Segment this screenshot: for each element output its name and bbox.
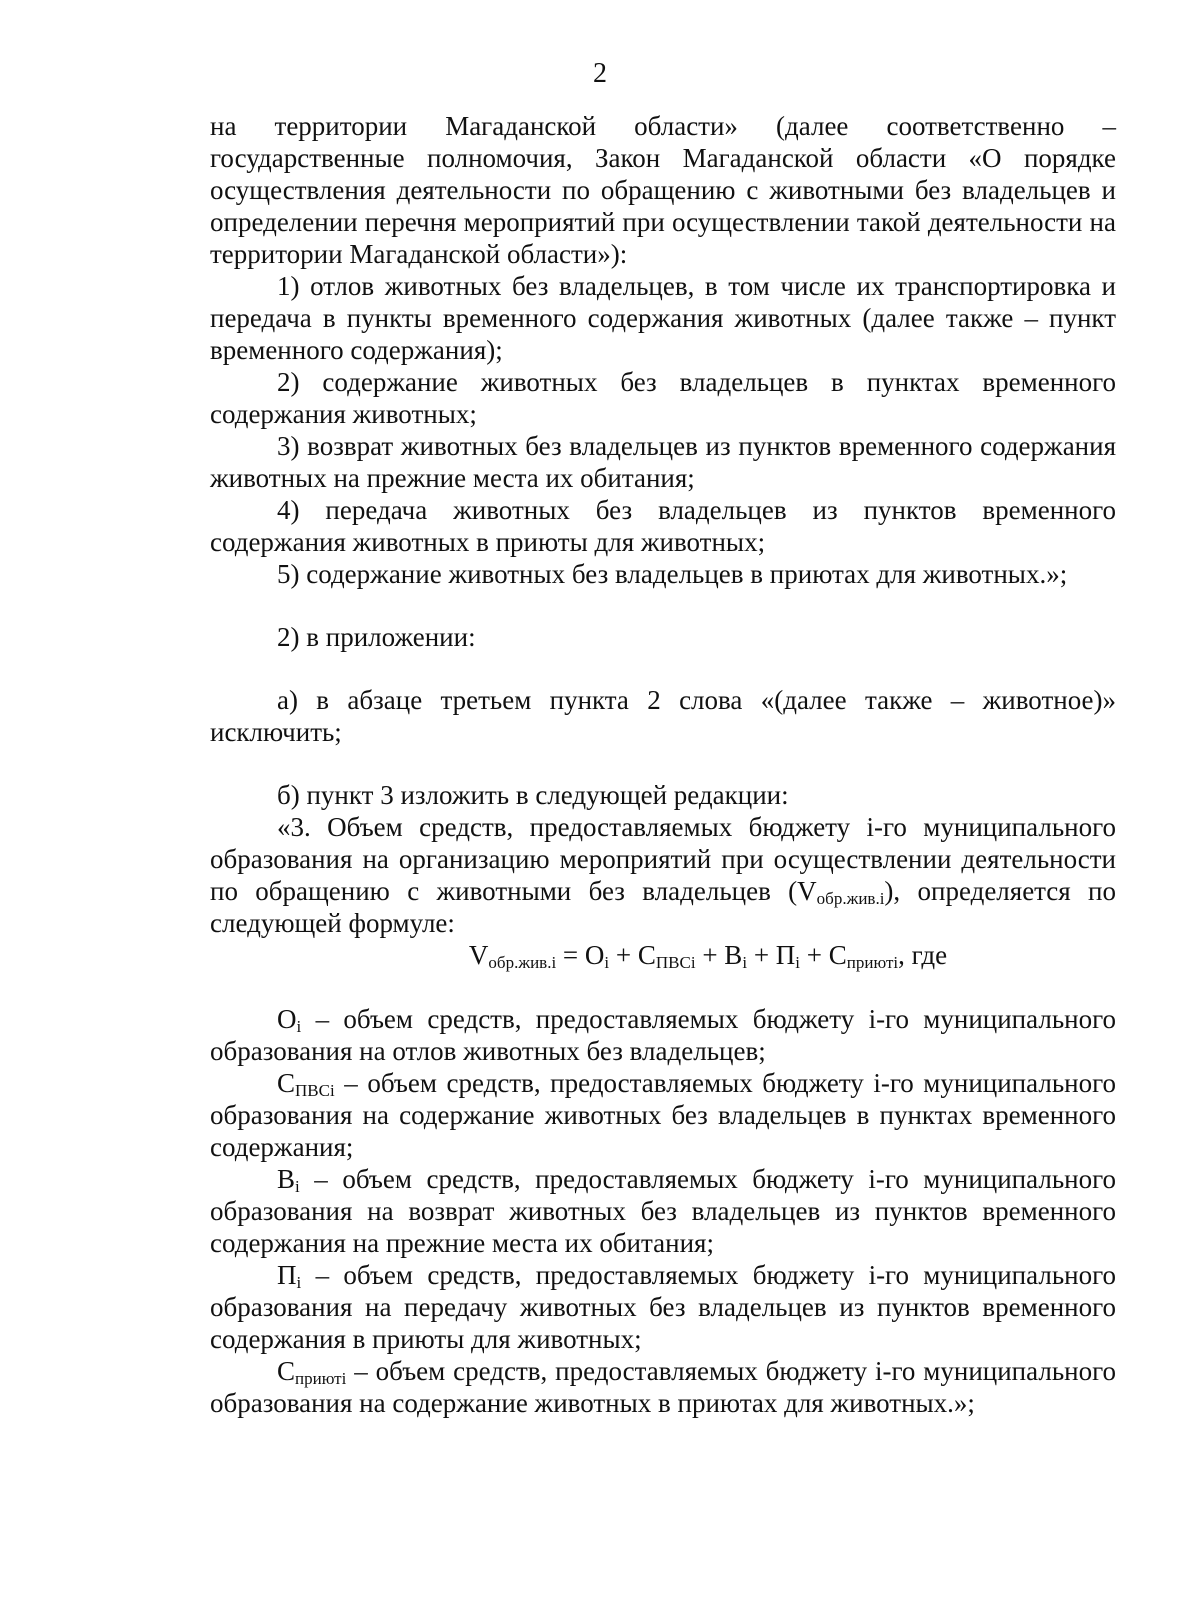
def-c-text: – объем средств, предоставляемых бюджету i-го муниципального образования на содержание животных без владельцев в пунктах временного содержания;	[210, 1068, 1116, 1162]
def-cp-text: – объем средств, предоставляемых бюджету i-го муниципального образования на содержание животных в приютах для животных.»;	[210, 1356, 1116, 1418]
formula-cp-sub: приютi	[846, 953, 899, 972]
formula-c: + C	[609, 940, 656, 970]
formula-p: + П	[747, 940, 796, 970]
def-b-text: – объем средств, предоставляемых бюджету i-го муниципального образования на возврат животных без владельцев из пунктов временного содержания на прежние места их обитания;	[210, 1164, 1116, 1258]
def-o-sub: i	[296, 1017, 302, 1036]
def-b-sub: i	[295, 1177, 300, 1196]
def-b-symbol: B	[277, 1164, 296, 1194]
intro-paragraph: на территории Магаданской области» (далее соответственно – государственные полномочия, Закон Магаданской области «О порядке осуществления деятельности по обращению с животными без владельцев и определении перечня мероприятий при осуществлении такой деятельности на территории Магаданской области»):	[210, 111, 1116, 269]
formula-cp: + C	[800, 940, 847, 970]
formula-c-sub: ПВСi	[655, 953, 696, 972]
formula-o-sub: i	[604, 953, 610, 972]
definition-b	[210, 1163, 1116, 1259]
formula-tail: , где	[898, 940, 948, 970]
definition-o	[210, 1003, 1116, 1067]
point-3-paragraph	[210, 811, 1116, 939]
page-number: 2	[593, 58, 607, 89]
def-c-sub: ПВСi	[295, 1081, 335, 1100]
formula-b-sub: i	[742, 953, 748, 972]
list-item-3: 3) возврат животных без владельцев из пунктов временного содержания животных на прежние места их обитания;	[210, 431, 1116, 493]
def-c-symbol: C	[277, 1068, 296, 1098]
list-item-5: 5) содержание животных без владельцев в приютах для животных.»;	[277, 559, 1068, 589]
definition-p	[210, 1259, 1116, 1355]
def-p-sub: i	[296, 1273, 302, 1292]
formula-b: + B	[695, 940, 743, 970]
def-o-text: – объем средств, предоставляемых бюджету i-го муниципального образования на отлов животных без владельцев;	[210, 1004, 1116, 1066]
definition-c-priyut	[210, 1355, 1116, 1419]
document-body	[210, 110, 1116, 1419]
subitem-b: б) пункт 3 изложить в следующей редакции:	[277, 780, 789, 810]
def-o-symbol: O	[277, 1004, 297, 1034]
definition-c-pvs	[210, 1067, 1116, 1163]
list-item-4: 4) передача животных без владельцев из пунктов временного содержания животных в приюты для животных;	[210, 495, 1116, 557]
def-cp-sub: приютi	[295, 1369, 347, 1388]
appendix-heading: 2) в приложении:	[277, 622, 476, 652]
formula-o: = O	[556, 940, 605, 970]
list-item-2: 2) содержание животных без владельцев в пунктах временного содержания животных;	[210, 367, 1116, 429]
subitem-a: а) в абзаце третьем пункта 2 слова «(далее также – животное)» исключить;	[210, 685, 1116, 747]
formula	[210, 939, 1116, 971]
formula-v: V	[468, 940, 489, 970]
def-cp-symbol: C	[277, 1356, 296, 1386]
def-p-text: – объем средств, предоставляемых бюджету i-го муниципального образования на передачу животных без владельцев из пунктов временного содержания в приюты для животных;	[210, 1260, 1116, 1354]
formula-v-sub: обр.жив.i	[488, 953, 557, 972]
point-3-text-start: «3. Объем средств, предоставляемых бюджету i-го муниципального образования на организацию мероприятий при осуществлении деятельности по обращению с животными без владельцев (V	[210, 812, 1116, 906]
point-3-text-end: ), определяется по следующей формуле:	[210, 876, 1116, 938]
list-item-1: 1) отлов животных без владельцев, в том числе их транспортировка и передача в пункты временного содержания животных (далее также – пункт временного содержания);	[210, 271, 1116, 365]
formula-p-sub: i	[795, 953, 801, 972]
def-p-symbol: П	[277, 1260, 297, 1290]
point-3-subscript: обр.жив.i	[816, 889, 885, 908]
